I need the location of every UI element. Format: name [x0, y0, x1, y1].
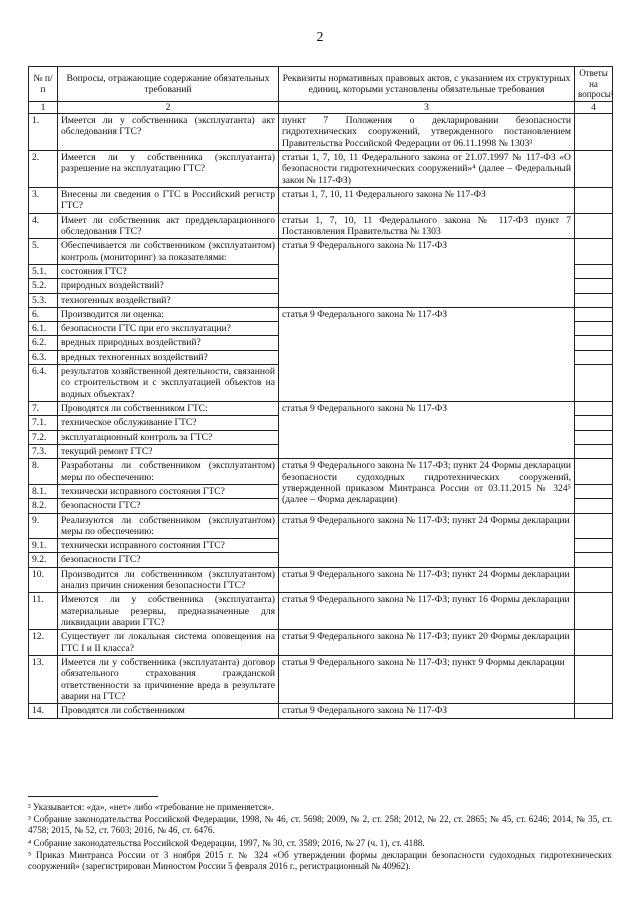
row-question: состояния ГТС?	[58, 264, 279, 278]
row-question: Внесены ли сведения о ГТС в Российский регистр ГТС?	[58, 188, 279, 214]
row-question: технически исправного состояния ГТС?	[58, 484, 279, 498]
row-question: безопасности ГТС при его эксплуатации?	[58, 322, 279, 336]
row-answer-cell[interactable]	[575, 484, 613, 498]
row-number: 5.1.	[29, 264, 58, 278]
table-row	[29, 188, 613, 214]
row-reference: статья 9 Федерального закона № 117-ФЗ; пункт 16 Формы декларации	[279, 593, 575, 630]
row-reference: статья 9 Федерального закона № 117-ФЗ	[279, 402, 575, 459]
header-answers: Ответы на вопросы²	[575, 67, 613, 102]
row-question: безопасности ГТС?	[58, 553, 279, 567]
row-number: 8.	[29, 459, 58, 485]
row-number: 10.	[29, 567, 58, 593]
requirements-table	[28, 66, 613, 719]
row-reference: статья 9 Федерального закона № 117-ФЗ; пункт 24 Формы декларации	[279, 567, 575, 593]
row-reference: статья 9 Федерального закона № 117-ФЗ; пункт 24 Формы декларации	[279, 513, 575, 567]
row-answer-cell[interactable]	[575, 593, 613, 630]
row-answer-cell[interactable]	[575, 704, 613, 718]
row-number: 6.4.	[29, 365, 58, 402]
row-answer-cell[interactable]	[575, 655, 613, 703]
row-number: 11.	[29, 593, 58, 630]
table-row	[29, 114, 613, 151]
row-answer-cell[interactable]	[575, 151, 613, 188]
footnotes	[28, 796, 612, 873]
row-answer-cell[interactable]	[575, 444, 613, 458]
row-question: техническое обслуживание ГТС?	[58, 416, 279, 430]
row-number: 4.	[29, 213, 58, 239]
table-row	[29, 593, 613, 630]
row-number: 9.2.	[29, 553, 58, 567]
row-answer-cell[interactable]	[575, 264, 613, 278]
row-answer-cell[interactable]	[575, 293, 613, 307]
row-reference: статья 9 Федерального закона № 117-ФЗ; пункт 24 Формы декларации безопасности судоходных гидротехнических сооружений, утвержденной приказом Минтранса России от 03.11.2015 № 324⁵ (далее – Форма декларации)	[279, 459, 575, 513]
row-number: 6.3.	[29, 350, 58, 364]
row-number: 8.1.	[29, 484, 58, 498]
row-number: 2.	[29, 151, 58, 188]
header-number: № п/п	[29, 67, 58, 102]
header-references: Реквизиты нормативных правовых актов, с указанием их структурных единиц, которыми установлены обязательные требования	[279, 67, 575, 102]
row-question: Обеспечивается ли собственником (эксплуатантом) контроль (мониторинг) за показателями:	[58, 239, 279, 265]
row-answer-cell[interactable]	[575, 213, 613, 239]
table-row	[29, 704, 613, 718]
row-answer-cell[interactable]	[575, 513, 613, 539]
row-reference: статья 9 Федерального закона № 117-ФЗ	[279, 307, 575, 401]
row-number: 14.	[29, 704, 58, 718]
row-number: 7.	[29, 402, 58, 416]
table-row	[29, 151, 613, 188]
row-number: 1.	[29, 114, 58, 151]
row-reference: статьи 1, 7, 10, 11 Федерального закона от 21.07.1997 № 117-ФЗ «О безопасности гидротехнических сооружений»⁴ (далее – Федеральный закон № 117-ФЗ)	[279, 151, 575, 188]
row-answer-cell[interactable]	[575, 630, 613, 656]
row-number: 3.	[29, 188, 58, 214]
row-reference: статьи 1, 7, 10, 11 Федерального закона № 117-ФЗ пункт 7 Постановления Правительства № 1303	[279, 213, 575, 239]
row-answer-cell[interactable]	[575, 567, 613, 593]
row-question: результатов хозяйственной деятельности, связанной со строительством и с эксплуатацией объектов на водных объектах?	[58, 365, 279, 402]
row-number: 6.2.	[29, 336, 58, 350]
row-answer-cell[interactable]	[575, 402, 613, 416]
row-question: Имеется ли у собственника (эксплуатанта) договор обязательного страхования гражданской ответственности за причинение вреда в результате аварии на ГТС?	[58, 655, 279, 703]
colnum-4: 4	[575, 101, 613, 113]
row-question: вредных природных воздействий?	[58, 336, 279, 350]
row-number: 5.	[29, 239, 58, 265]
row-number: 6.	[29, 307, 58, 321]
row-answer-cell[interactable]	[575, 114, 613, 151]
colnum-2: 2	[58, 101, 279, 113]
row-question: Реализуются ли собственником (эксплуатантом) меры по обеспечению:	[58, 513, 279, 539]
footnote-3: ³ Собрание законодательства Российской Федерации, 1998, № 46, ст. 5698; 2009, № 2, ст. 258; 2012, № 22, ст. 2865; № 45, ст. 6246; 2014, № 35, ст. 4758; 2015, № 52, ст. 7603; 2016, № 46, ст. 6476.	[28, 814, 612, 836]
row-answer-cell[interactable]	[575, 336, 613, 350]
table-row	[29, 459, 613, 485]
table-row	[29, 307, 613, 321]
row-question: Имеется ли у собственника (эксплуатанта) акт обследования ГТС?	[58, 114, 279, 151]
footnote-2: ² Указывается: «да», «нет» либо «требование не применяется».	[28, 802, 275, 812]
table-row	[29, 402, 613, 416]
row-question: безопасности ГТС?	[58, 499, 279, 513]
row-answer-cell[interactable]	[575, 416, 613, 430]
row-question: текущий ремонт ГТС?	[58, 444, 279, 458]
table-body	[29, 114, 613, 718]
row-question: Существует ли локальная система оповещения на ГТС I и II класса?	[58, 630, 279, 656]
row-question: эксплуатационный контроль за ГТС?	[58, 430, 279, 444]
table-row	[29, 213, 613, 239]
row-question: Производится ли оценка:	[58, 307, 279, 321]
row-number: 9.1.	[29, 539, 58, 553]
row-answer-cell[interactable]	[575, 322, 613, 336]
table-row	[29, 630, 613, 656]
column-number-row	[29, 101, 613, 113]
table-row	[29, 239, 613, 265]
row-answer-cell[interactable]	[575, 239, 613, 265]
table-header-row	[29, 67, 613, 102]
row-answer-cell[interactable]	[575, 499, 613, 513]
row-reference: статья 9 Федерального закона № 117-ФЗ	[279, 239, 575, 308]
page-number: 2	[316, 30, 324, 45]
row-number: 5.2.	[29, 279, 58, 293]
row-answer-cell[interactable]	[575, 459, 613, 485]
table-row	[29, 655, 613, 703]
row-question: Проводятся ли собственником ГТС:	[58, 402, 279, 416]
row-number: 7.2.	[29, 430, 58, 444]
row-number: 12.	[29, 630, 58, 656]
row-answer-cell[interactable]	[575, 350, 613, 364]
footnote-4: ⁴ Собрание законодательства Российской Федерации, 1997, № 30, ст. 3589; 2016, № 27 (ч. 1), ст. 4188.	[28, 837, 425, 848]
table-row	[29, 513, 613, 539]
row-answer-cell[interactable]	[575, 539, 613, 553]
row-answer-cell[interactable]	[575, 279, 613, 293]
row-answer-cell[interactable]	[575, 188, 613, 214]
row-question: Разработаны ли собственником (эксплуатантом) меры по обеспечению:	[58, 459, 279, 485]
row-number: 7.1.	[29, 416, 58, 430]
row-question: техногенных воздействий?	[58, 293, 279, 307]
row-number: 7.3.	[29, 444, 58, 458]
row-reference: статьи 1, 7, 10, 11 Федерального закона № 117-ФЗ	[279, 188, 575, 214]
row-reference: статья 9 Федерального закона № 117-ФЗ; пункт 9 Формы декларации	[279, 655, 575, 703]
colnum-1: 1	[29, 101, 58, 113]
row-reference: статья 9 Федерального закона № 117-ФЗ	[279, 704, 575, 718]
row-question: Проводятся ли собственником	[58, 704, 279, 718]
header-questions: Вопросы, отражающие содержание обязательных требований	[58, 67, 279, 102]
row-number: 13.	[29, 655, 58, 703]
table-row	[29, 567, 613, 593]
footnote-divider	[28, 796, 158, 797]
row-question: природных воздействий?	[58, 279, 279, 293]
row-question: технически исправного состояния ГТС?	[58, 539, 279, 553]
row-number: 6.1.	[29, 322, 58, 336]
row-number: 9.	[29, 513, 58, 539]
row-answer-cell[interactable]	[575, 307, 613, 321]
row-answer-cell[interactable]	[575, 553, 613, 567]
row-question: Имеются ли у собственника (эксплуатанта) материальные резервы, предназначенные для ликвидации аварии ГТС?	[58, 593, 279, 630]
row-number: 5.3.	[29, 293, 58, 307]
row-answer-cell[interactable]	[575, 430, 613, 444]
footnote-5: ⁵ Приказ Минтранса России от 3 ноября 2015 г. № 324 «Об утверждении формы декларации безопасности судоходных гидротехнических сооружений» (зарегистрирован Минюстом России 5 февраля 2016 г., регистрационный № 40962).	[28, 849, 612, 872]
row-question: Имеет ли собственник акт преддекларационного обследования ГТС?	[58, 213, 279, 239]
row-reference: пункт 7 Положения о декларировании безопасности гидротехнических сооружений, утвержденного постановлением Правительства Российской Федерации от 06.11.1998 № 1303³	[279, 114, 575, 151]
row-answer-cell[interactable]	[575, 365, 613, 402]
row-reference: статья 9 Федерального закона № 117-ФЗ; пункт 20 Формы декларации	[279, 630, 575, 656]
row-question: Производится ли собственником (эксплуатантом) анализ причин снижения безопасности ГТС?	[58, 567, 279, 593]
row-question: вредных техногенных воздействий?	[58, 350, 279, 364]
row-number: 8.2.	[29, 499, 58, 513]
row-question: Имеется ли у собственника (эксплуатанта) разрешение на эксплуатацию ГТС?	[58, 151, 279, 188]
colnum-3: 3	[279, 101, 575, 113]
